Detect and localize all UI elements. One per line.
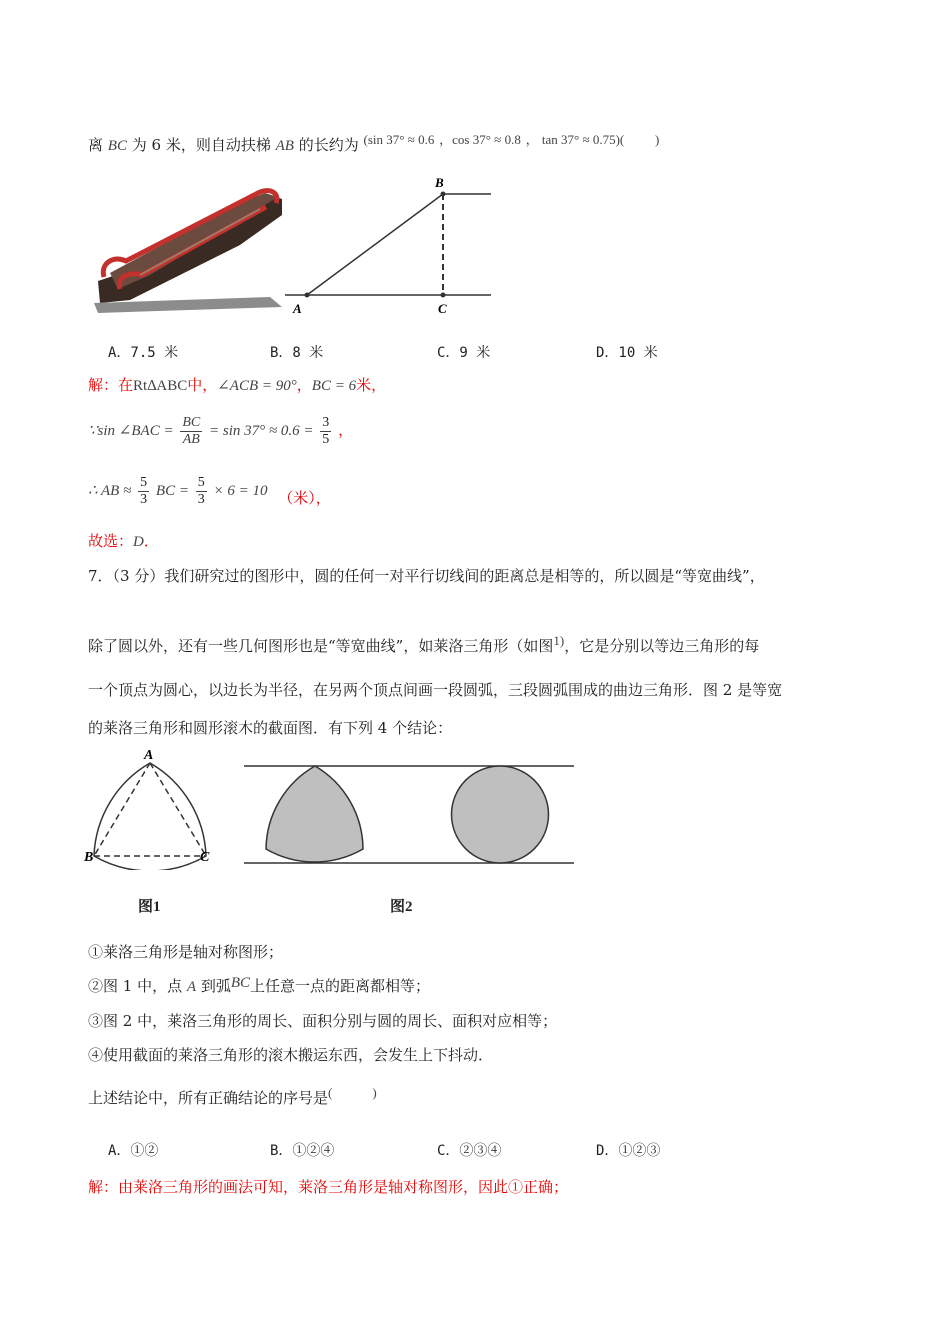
frac-den: AB — [182, 431, 200, 447]
q7-line1: 7．（3 分）我们研究过的图形中，圆的任何一对平行切线间的距离总是相等的，所以圆是“等宽曲线”， — [88, 567, 765, 585]
fig2-caption: 图2 — [390, 899, 413, 915]
q7-option-c[interactable]: C．②③④ — [437, 1143, 502, 1159]
q7-line3: 一个顶点为圆心，以边长为半径，在另两个顶点间画一段圆弧，三段圆弧围成的曲边三角形．图 2 是等宽 — [88, 681, 783, 699]
sol-math: ∵sin ∠BAC = — [88, 423, 174, 439]
q7-text: ，它是分别以等边三角形的每 — [564, 637, 760, 655]
fraction-bc-ab — [180, 415, 202, 448]
label-A: A — [293, 301, 302, 316]
q7-conclusion-3: ③图 2 中，莱洛三角形的周长、面积分别与圆的周长、面积对应相等； — [88, 1012, 558, 1030]
q7-text: ②图 1 中，点 — [88, 977, 183, 995]
label-B: B — [435, 175, 444, 190]
frac-num: BC — [182, 414, 201, 430]
q6-stem — [88, 130, 659, 156]
q7-point-a: A — [186, 979, 197, 995]
q6-paren-close: ) — [655, 132, 660, 147]
q6-hint-tan: ， tan 37° ≈ 0.75)( — [525, 132, 625, 147]
q6-option-c[interactable]: C．9 米 — [437, 345, 491, 361]
q6-ab: AB — [275, 138, 294, 154]
label-C: C — [438, 301, 447, 316]
fig1-label-C: C — [200, 850, 210, 865]
frac-den: 3 — [140, 491, 148, 507]
answer-text: ． — [143, 532, 159, 550]
fraction-5-3-b — [196, 475, 207, 508]
answer-letter: D — [133, 534, 144, 550]
sol-text: 中， — [187, 376, 218, 394]
q7-option-a[interactable]: A．①② — [108, 1143, 159, 1159]
q7-conclusion-4: ④使用截面的莱洛三角形的滚木搬运东西，会发生上下抖动． — [88, 1046, 494, 1064]
q7-text: 到弧 — [200, 977, 231, 995]
q7-option-d[interactable]: D．①②③ — [596, 1143, 661, 1159]
fraction-5-3 — [138, 475, 149, 508]
sol-math: × 6 = 10 — [213, 483, 268, 499]
paren-close: ) — [372, 1085, 377, 1100]
q7-text: 上任意一点的距离都相等； — [250, 977, 431, 995]
q6-stem-text: 为 6 米，则自动扶梯 — [131, 136, 271, 154]
q7-line2 — [88, 631, 759, 656]
sol-math: = sin 37° ≈ 0.6 = — [209, 423, 314, 439]
frac-num: 5 — [140, 474, 148, 490]
frac-den: 5 — [322, 431, 330, 447]
sol-text: （米）， — [278, 489, 331, 507]
sol-math: BC = — [155, 483, 189, 499]
frac-num: 3 — [322, 414, 330, 430]
sol-math: ∴ AB ≈ — [88, 483, 132, 499]
fig1-caption: 图1 — [138, 899, 161, 915]
answer-text: 故选： — [88, 532, 134, 550]
q6-stem-text: 的长约为 — [298, 136, 359, 154]
paren-open: ( — [328, 1085, 333, 1100]
escalator-image — [90, 185, 285, 313]
q6-answer — [88, 531, 159, 552]
q7-figure2 — [240, 760, 580, 870]
sol-text: 米， — [356, 376, 387, 394]
q6-triangle-figure — [285, 175, 500, 320]
fraction-3-5 — [320, 415, 331, 448]
sol-math: BC = 6 — [311, 378, 357, 394]
q6-solution-line3 — [88, 472, 331, 509]
q7-arc-bc: BC — [230, 975, 251, 991]
q7-conclusion-1: ①莱洛三角形是轴对称图形； — [88, 943, 284, 961]
q7-sup: 1) — [553, 633, 565, 648]
q7-text: 除了圆以外，还有一些几何图形也是“等宽曲线”，如莱洛三角形（如图 — [88, 637, 554, 655]
sol-text: ， — [296, 376, 312, 394]
q6-bc: BC — [107, 138, 127, 154]
fig1-label-B: B — [84, 850, 94, 865]
q7-text: 上述结论中，所有正确结论的序号是 — [88, 1089, 329, 1107]
sol-math: ∠ACB = 90° — [217, 378, 297, 394]
q7-conclusion-2 — [88, 976, 430, 997]
frac-den: 3 — [197, 491, 205, 507]
q6-option-d[interactable]: D．10 米 — [596, 345, 658, 361]
q6-stem-text: 离 — [88, 136, 104, 154]
q7-option-b[interactable]: B．①②④ — [270, 1143, 335, 1159]
q6-hint-sin: (sin 37° ≈ 0.6 — [363, 132, 435, 147]
fig1-label-A: A — [144, 748, 154, 763]
sol-math: Rt∆ABC — [133, 378, 188, 394]
q7-question — [88, 1083, 377, 1108]
sol-text: 解：在 — [88, 376, 134, 394]
q6-option-b[interactable]: B．8 米 — [270, 345, 324, 361]
q6-option-a[interactable]: A．7.5 米 — [108, 345, 179, 361]
q7-figure1 — [82, 745, 222, 870]
q7-solution: 解：由莱洛三角形的画法可知，莱洛三角形是轴对称图形，因此①正确； — [88, 1178, 569, 1196]
sol-text: ， — [338, 421, 354, 439]
q6-hint-cos: ，cos 37° ≈ 0.8 — [439, 132, 521, 147]
frac-num: 5 — [197, 474, 205, 490]
q6-solution-line2 — [88, 412, 353, 449]
q6-solution-line1 — [88, 375, 386, 396]
q7-line4: 的莱洛三角形和圆形滚木的截面图．有下列 4 个结论： — [88, 719, 453, 737]
